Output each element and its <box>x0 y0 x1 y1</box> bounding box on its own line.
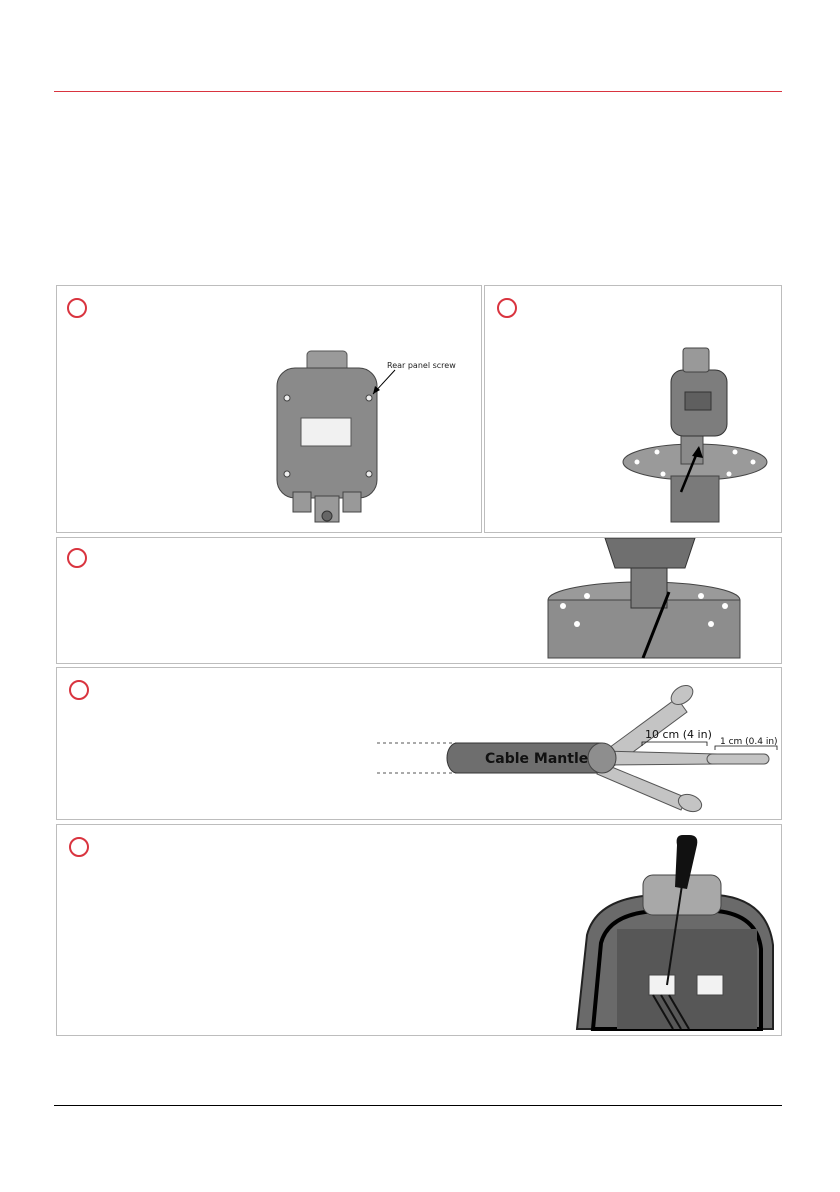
step-panel-5 <box>56 824 782 1036</box>
step-panel-4 <box>56 667 782 820</box>
measure-outer-label: 10 cm (4 in) <box>645 728 712 741</box>
cable-gland-right <box>343 492 361 512</box>
header-rule <box>54 91 782 92</box>
gland-hole <box>322 511 332 521</box>
measure-bracket-outer <box>642 742 707 746</box>
footer-rule <box>54 1105 782 1106</box>
screw-top-right <box>366 395 372 401</box>
terminal-block-left <box>649 975 675 995</box>
device-hinge <box>683 348 709 372</box>
screw-bottom-left <box>284 471 290 477</box>
housing-inner <box>617 929 757 1029</box>
flange-mount-illustration <box>485 286 782 533</box>
screw-bottom-right <box>366 471 372 477</box>
rear-panel-screw-label: Rear panel screw <box>387 361 456 370</box>
step-panel-1 <box>56 285 482 533</box>
step-panel-2 <box>484 285 782 533</box>
device-head-underside <box>605 538 695 568</box>
wire-middle <box>602 751 717 765</box>
cable-cut-end <box>588 743 616 773</box>
cable-entry-illustration <box>57 538 782 664</box>
device-window <box>685 392 711 410</box>
cable-gland-left <box>293 492 311 512</box>
measure-inner-label: 1 cm (0.4 in) <box>720 737 778 747</box>
flange-nozzle <box>671 476 719 522</box>
cable-stripping-diagram <box>57 668 782 820</box>
wire-tip <box>707 754 769 764</box>
flange-body <box>548 600 740 658</box>
device-window <box>301 418 351 446</box>
terminal-block-right <box>697 975 723 995</box>
cable-mantle-label: Cable Mantle <box>485 751 589 767</box>
terminal-wiring-illustration <box>57 825 782 1036</box>
rear-panel-device-illustration <box>57 286 482 533</box>
screw-top-left <box>284 395 290 401</box>
step-panel-3 <box>56 537 782 664</box>
